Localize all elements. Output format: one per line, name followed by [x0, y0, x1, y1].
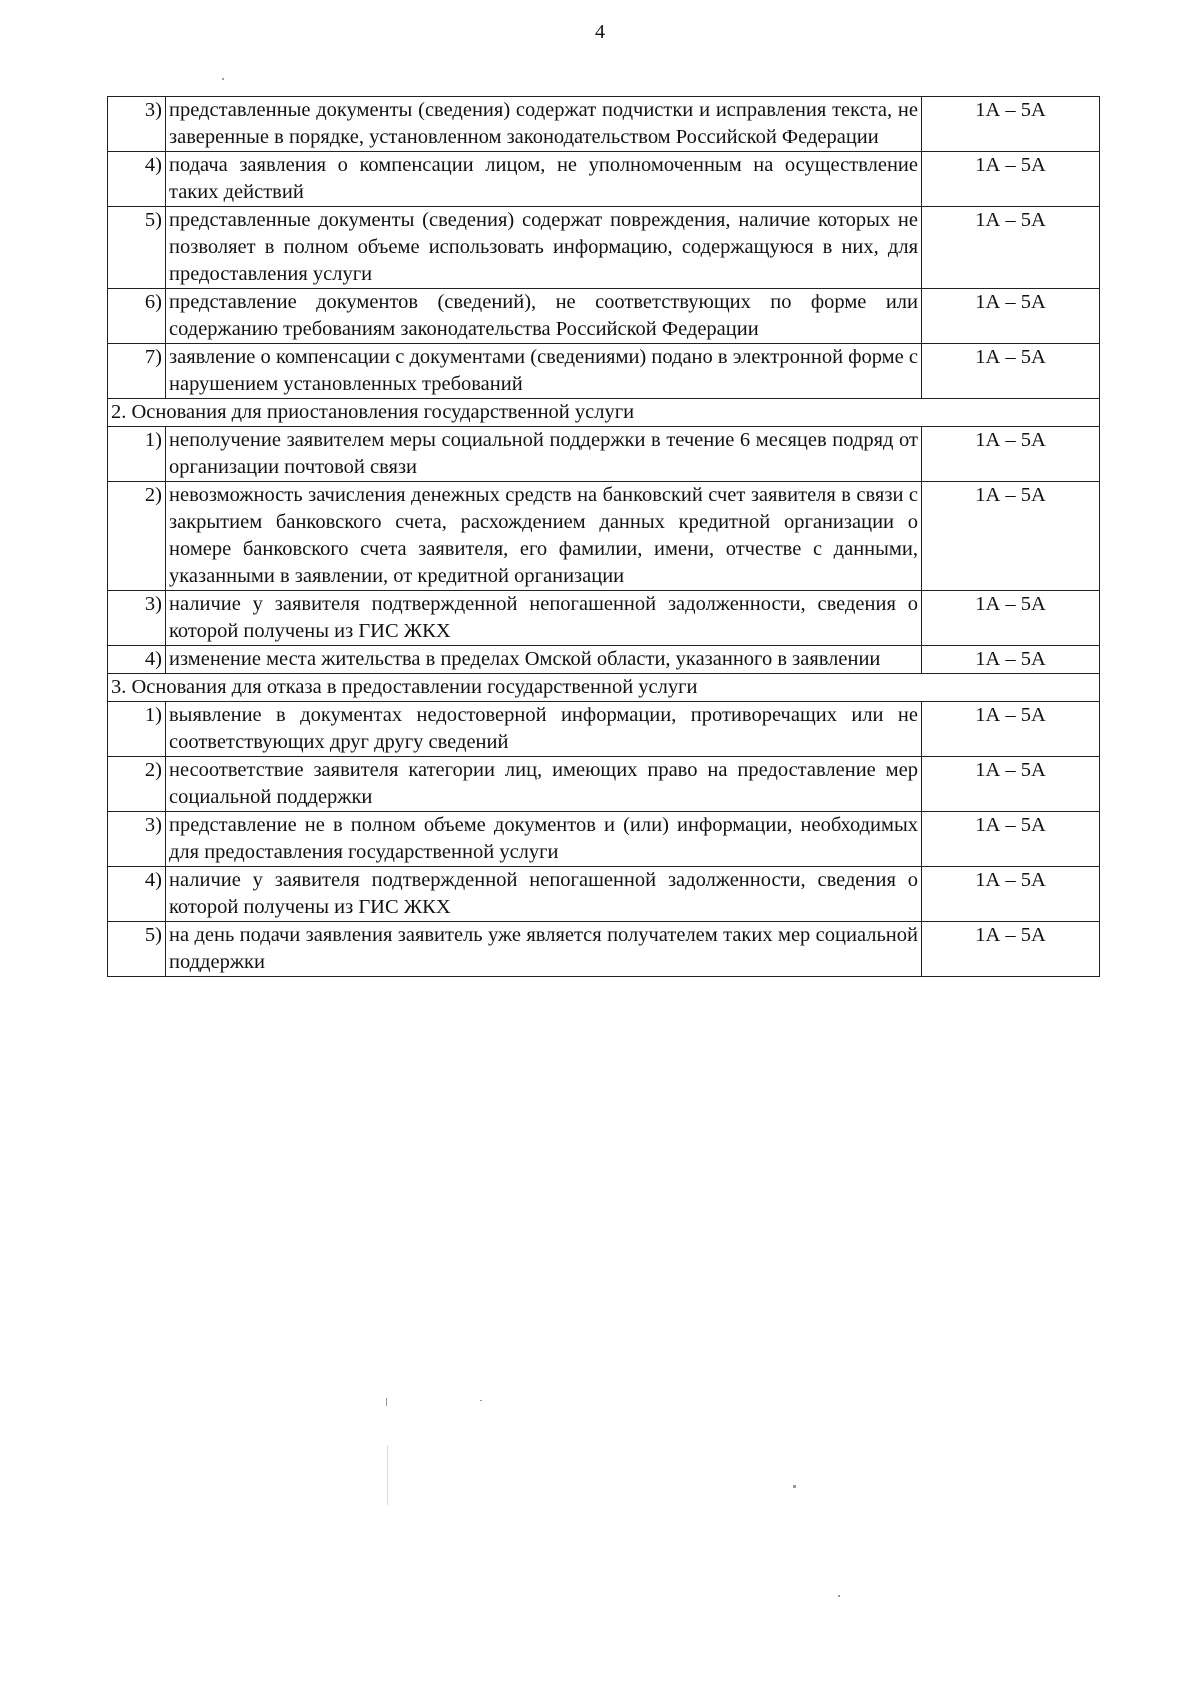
section-row: [108, 399, 1100, 427]
row-code: 1А – 5А: [922, 427, 1100, 482]
table-row: [108, 812, 1100, 867]
table-row: [108, 702, 1100, 757]
table-row: [108, 922, 1100, 977]
scan-speck: [222, 78, 224, 80]
scan-speck: [838, 1595, 840, 1597]
row-text: наличие у заявителя подтвержденной непогашенной задолженности, сведения о которой получены из ГИС ЖКХ: [166, 867, 922, 922]
table-row: [108, 97, 1100, 152]
row-number: 1): [108, 702, 166, 757]
table-row: [108, 646, 1100, 674]
row-number: 4): [108, 867, 166, 922]
row-text: представление документов (сведений), не соответствующих по форме или содержанию требованиям законодательства Российской Федерации: [166, 289, 922, 344]
row-code: 1А – 5А: [922, 97, 1100, 152]
table-row: [108, 757, 1100, 812]
row-code: 1А – 5А: [922, 867, 1100, 922]
row-number: 5): [108, 922, 166, 977]
row-code: 1А – 5А: [922, 757, 1100, 812]
row-number: 1): [108, 427, 166, 482]
row-number: 3): [108, 812, 166, 867]
row-text: выявление в документах недостоверной информации, противоречащих или не соответствующих друг другу сведений: [166, 702, 922, 757]
table-row: [108, 152, 1100, 207]
row-number: 6): [108, 289, 166, 344]
section-heading: 2. Основания для приостановления государственной услуги: [108, 399, 1100, 427]
row-text: представление не в полном объеме документов и (или) информации, необходимых для предоставления государственной услуги: [166, 812, 922, 867]
row-number: 5): [108, 207, 166, 289]
table-row: [108, 867, 1100, 922]
row-code: 1А – 5А: [922, 702, 1100, 757]
table-row: [108, 207, 1100, 289]
scan-speck: [387, 1445, 388, 1505]
row-text: неполучение заявителем меры социальной поддержки в течение 6 месяцев подряд от организации почтовой связи: [166, 427, 922, 482]
scan-speck: [793, 1485, 796, 1488]
table-row: [108, 344, 1100, 399]
row-text: наличие у заявителя подтвержденной непогашенной задолженности, сведения о которой получены из ГИС ЖКХ: [166, 591, 922, 646]
row-number: 4): [108, 152, 166, 207]
row-code: 1А – 5А: [922, 152, 1100, 207]
grounds-table: [107, 96, 1100, 977]
row-text: изменение места жительства в пределах Омской области, указанного в заявлении: [166, 646, 922, 674]
table-row: [108, 591, 1100, 646]
page-number: 4: [595, 21, 605, 43]
row-text: невозможность зачисления денежных средств на банковский счет заявителя в связи с закрытием банковского счета, расхождением данных кредитной организации о номере банковского счета заявителя, его фамилии, имени, отчестве с данными, указанными в заявлении, от кредитной организации: [166, 482, 922, 591]
row-code: 1А – 5А: [922, 482, 1100, 591]
row-text: заявление о компенсации с документами (сведениями) подано в электронной форме с нарушением установленных требований: [166, 344, 922, 399]
row-number: 3): [108, 591, 166, 646]
row-code: 1А – 5А: [922, 812, 1100, 867]
row-code: 1А – 5А: [922, 344, 1100, 399]
row-number: 7): [108, 344, 166, 399]
row-code: 1А – 5А: [922, 646, 1100, 674]
row-code: 1А – 5А: [922, 922, 1100, 977]
row-number: 4): [108, 646, 166, 674]
scan-speck: [480, 1400, 482, 1401]
row-number: 2): [108, 757, 166, 812]
table-row: [108, 427, 1100, 482]
row-text: представленные документы (сведения) содержат повреждения, наличие которых не позволяет в полном объеме использовать информацию, содержащуюся в них, для предоставления услуги: [166, 207, 922, 289]
row-number: 2): [108, 482, 166, 591]
table-row: [108, 482, 1100, 591]
section-row: [108, 674, 1100, 702]
row-text: представленные документы (сведения) содержат подчистки и исправления текста, не заверенные в порядке, установленном законодательством Российской Федерации: [166, 97, 922, 152]
row-text: на день подачи заявления заявитель уже является получателем таких мер социальной поддержки: [166, 922, 922, 977]
row-text: несоответствие заявителя категории лиц, имеющих право на предоставление мер социальной поддержки: [166, 757, 922, 812]
row-code: 1А – 5А: [922, 591, 1100, 646]
row-number: 3): [108, 97, 166, 152]
table-row: [108, 289, 1100, 344]
row-code: 1А – 5А: [922, 207, 1100, 289]
scan-speck: [386, 1398, 387, 1406]
row-text: подача заявления о компенсации лицом, не уполномоченным на осуществление таких действий: [166, 152, 922, 207]
row-code: 1А – 5А: [922, 289, 1100, 344]
section-heading: 3. Основания для отказа в предоставлении государственной услуги: [108, 674, 1100, 702]
